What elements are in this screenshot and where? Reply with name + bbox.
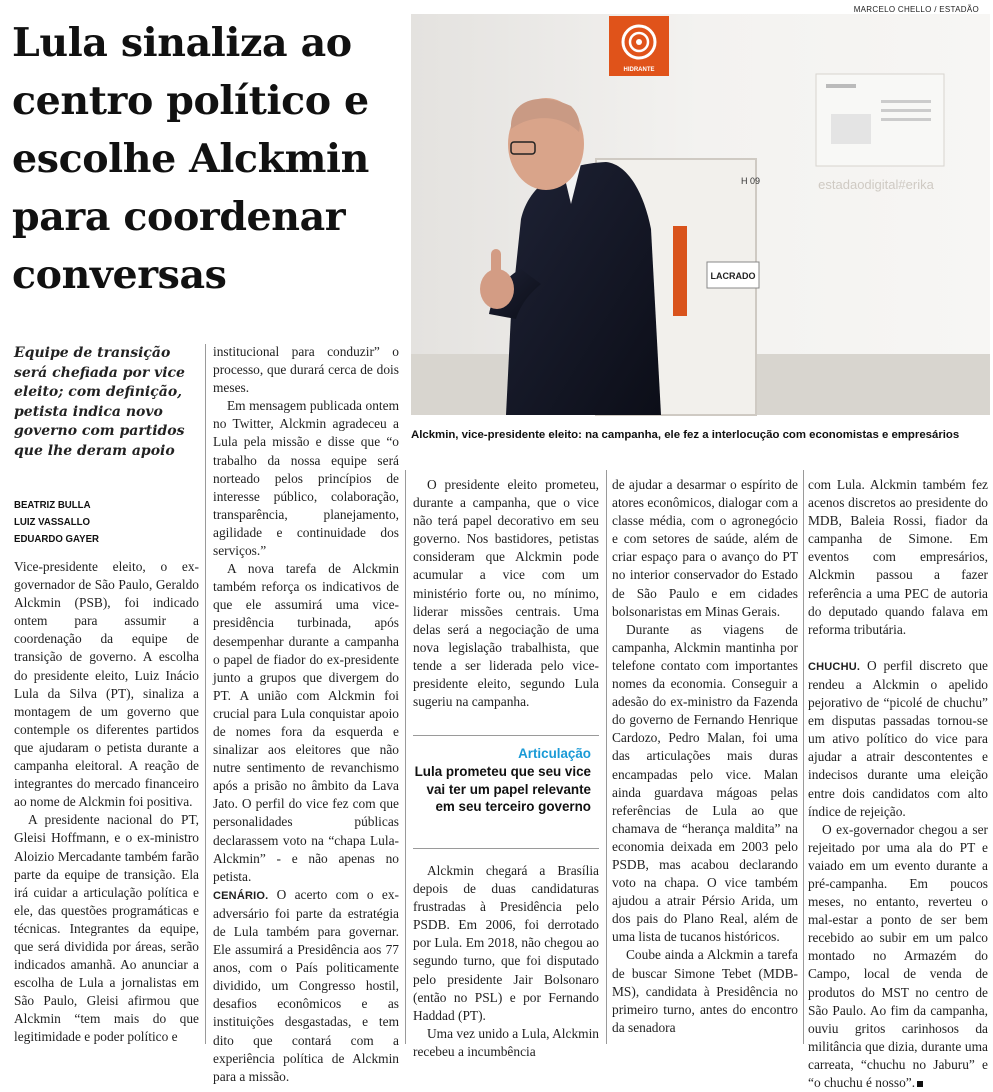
paragraph: Coube ainda a Alckmin a tarefa de buscar Simone Tebet (MDB-MS), candidata à Presidência no primeiro turno, antes do encontro da senadora <box>612 947 798 1035</box>
photo-illustration <box>411 14 990 415</box>
pullquote-kicker: Articulação <box>518 746 591 761</box>
article-column-4 <box>612 476 798 1037</box>
column-divider <box>405 470 406 1044</box>
pullquote-rule-bottom <box>413 848 599 849</box>
paragraph: Uma vez unido a Lula, Alckmin recebeu a incumbência <box>413 1025 599 1059</box>
paragraph: Vice-presidente eleito, o ex-governador de São Paulo, Geraldo Alckmin (PSB), foi indicado ontem para assumir a coordenação da equipe de transição de governo. A escolha do presidente eleito, Luiz Inácio Lula da Silva (PT), sinaliza a montagem de um governo que contemple os diferentes partidos que ajudaram o petista durante a campanha eleitoral. A reação de integrantes do mercado financeiro ao nome de Alckmin foi positiva. <box>14 559 199 810</box>
photo-credit: MARCELO CHELLO / ESTADÃO <box>853 5 979 14</box>
article-column-5 <box>808 476 988 1092</box>
paragraph: Durante as viagens de campanha, Alckmin mantinha por telefone contato com importantes nomes da economia. Conseguir a adesão do ex-ministro da Fazenda do governo de Fernando Henrique Cardozo, Pedro Malan, foi uma das articulações mais duras encampadas pelo vice. Malan ainda guardava mágoas pelas referências de Lula ao que chamava de “herança maldita” na economia deixada em 2003 pelo PSDB, mas acabou declarando voto na chapa. O vice também ajudou a atrair Pérsio Arida, um dos pais do Plano Real, além de uma lista de tucanos históricos. <box>612 621 798 945</box>
paragraph: Alckmin chegará a Brasília depois de duas candidaturas frustradas à Presidência pelo PSDB. Em 2006, foi derrotado por Lula. Em 2018, não chegou ao segundo turno, que foi disputado pelo presidente Jair Bolsonaro (então no PSL) e por Fernando Haddad (PT). <box>413 863 599 1023</box>
column-divider <box>803 470 804 1044</box>
column-divider <box>205 344 206 1044</box>
room-number: H 09 <box>741 176 761 186</box>
bylines <box>14 497 180 548</box>
pullquote <box>413 746 599 816</box>
pullquote-rule-top <box>413 735 599 736</box>
article-column-3 <box>413 476 599 711</box>
section-lead: CENÁRIO. <box>213 889 269 902</box>
paragraph: O presidente eleito prometeu, durante a campanha, que o vice não terá papel decorativo em seu governo. Nos bastidores, petistas consideram que Alckmin pode acumular a vice com um ministério forte ou, no mínimo, liderar missões centrais. Uma delas será a negociação de uma nova legislação trabalhista, que tende a ser liderada pelo vice-presidente eleito, segundo Lula sugeriu na campanha. <box>413 477 599 710</box>
paragraph <box>808 821 988 1092</box>
photo-caption: Alckmin, vice-presidente eleito: na campanha, ele fez a interlocução com economistas e empresários <box>411 429 960 441</box>
door-sign-label: LACRADO <box>710 271 756 281</box>
byline: BEATRIZ BULLA <box>14 499 91 511</box>
column-divider <box>606 470 607 1044</box>
pullquote-text: Lula prometeu que seu vice vai ter um papel relevante em seu terceiro governo <box>414 764 591 815</box>
section-paragraph <box>808 657 988 821</box>
news-photo <box>411 14 990 415</box>
article-column-1 <box>14 558 199 1047</box>
byline: EDUARDO GAYER <box>14 533 99 545</box>
headline: Lula sinaliza ao centro político e escolhe Alckmin para coordenar conversas <box>12 20 369 298</box>
byline: LUIZ VASSALLO <box>14 516 91 528</box>
paragraph: Em mensagem publicada ontem no Twitter, Alckmin agradeceu a Lula pela missão e disse que “o trabalho da nossa equipe será norteado pelos princípios de interesse público, colaboração, transparência, planejamento, agilidade e continuidade dos serviços.” <box>213 398 399 559</box>
section-text: O acerto com o ex-adversário foi parte da estratégia de Lula também para governar. Ele assumirá a Presidência aos 77 anos, com o País politicamente dividido, um Congresso hostil, desafios econômicos e as instituições desgastadas, e tem dito que contará com a experiência política de Alckmin para a missão. <box>213 886 399 1084</box>
door-hinge-strip <box>673 226 687 316</box>
paragraph: de ajudar a desarmar o espírito de atores econômicos, dialogar com a classe média, com o agronegócio e com setores de saúde, além de criar espaço para o avanço do PT no interior conservador do Estado de São Paulo e em cidades bolsonaristas em Minas Gerais. <box>612 477 798 619</box>
section-lead: CHUCHU. <box>808 660 861 673</box>
paragraph: institucional para conduzir” o processo, que durará cerca de dois meses. <box>213 344 399 396</box>
end-mark-icon <box>917 1081 923 1087</box>
paragraph: A presidente nacional do PT, Gleisi Hoffmann, e o ex-ministro Aloizio Mercadante também farão parte da equipe de transição. Ela irá cuidar a articulação política e ele, das questões programáticas e técnicas. Integrantes da equipe, que será dividida por áreas, serão indicados amanhã. Ao anunciar a escolha de Lula a jornalistas em São Paulo, Gleisi afirmou que Alckmin “tem mais do que legitimidade e poder político e <box>14 812 199 1045</box>
section-paragraph <box>213 886 399 1086</box>
paragraph: A nova tarefa de Alckmin também reforça os indicativos de que ele assumirá uma vice-presidência turbinada, após desempenhar durante a campanha o papel de fiador do ex-presidente junto a grupos que divergem do PT. A união com Alckmin foi crucial para Lula conquistar apoio de nomes fora da esquerda e sinalizar aos eleitores que não nutre sentimento de revanchismo após a prisão no âmbito da Lava Jato. O perfil do vice fez com que personalidades públicas declarassem voto na “chapa Lula-Alckmin” - e não apenas no petista. <box>213 561 399 884</box>
watermark: estadaodigital#erika <box>818 177 934 192</box>
article-column-3-bottom <box>413 862 599 1061</box>
paragraph: com Lula. Alckmin também fez acenos discretos ao presidente do MDB, Baleia Rossi, fiador da campanha de Simone. Em eventos com empresários, Alckmin passou a fazer referência a uma PEC de autoria do deputado quando falava em reforma tributária. <box>808 477 988 637</box>
section-text: O perfil discreto que rendeu a Alckmin o apelido pejorativo de “picolé de chuchu” em disputas passadas tornou-se um ativo político do vice para ajudar a atrair descontentes e indecisos durante uma eleição entre dois candidatos com alto índice de rejeição. <box>808 657 988 819</box>
closing-text: O ex-governador chegou a ser rejeitado por uma ala do PT e vaiado em um evento durante a pré-campanha. Em poucos meses, no entanto, reverteu o mal-estar a ponto de ser bem recebido ao subir em um palco montado no Armazém do Campo, local de venda de produtos do MST no centro de São Paulo. Ao fim da campanha, ouviu gritos carinhosos da militância que dizia, durante uma carreata, “chuchu no Jaburu” e “o chuchu é nosso”. <box>808 821 988 1090</box>
article-column-2 <box>213 343 399 1086</box>
thumbs-up-hand <box>480 269 514 309</box>
deck-subheadline: Equipe de transição será chefiada por vice eleito; com definição, petista indica novo governo com partidos que lhe deram apoio <box>14 345 185 459</box>
hydrant-sign-label: HIDRANTE <box>623 67 655 73</box>
